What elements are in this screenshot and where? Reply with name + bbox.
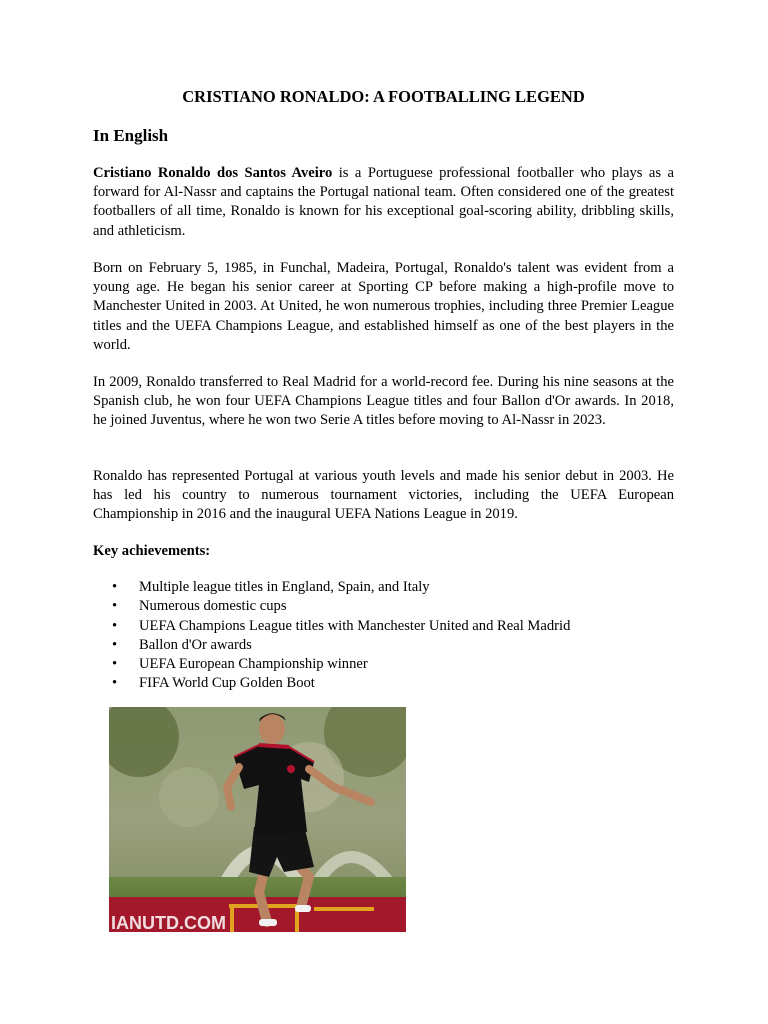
list-item: • Ballon d'Or awards <box>112 636 570 655</box>
list-item: • FIFA World Cup Golden Boot <box>112 674 570 693</box>
document-title: CRISTIANO RONALDO: A FOOTBALLING LEGEND <box>182 87 585 106</box>
paragraph-intro-bold-lead: Cristiano Ronaldo dos Santos Aveiro <box>93 165 333 181</box>
list-item: • Multiple league titles in England, Spain, and Italy <box>112 578 570 597</box>
paragraph-early-career: Born on February 5, 1985, in Funchal, Madeira, Portugal, Ronaldo's talent was evident from a young age. He began his senior career at Sporting CP before making a high-profile move to Manchester United in 2003. At United, he won numerous trophies, including three Premier League titles and the UEFA Champions League, and established himself as one of the best players in the world. <box>93 260 674 353</box>
paragraph-portugal: Ronaldo has represented Portugal at various youth levels and made his senior debut in 2003. He has led his country to numerous tournament victories, including the UEFA European Championship in 2016 and the inaugural UEFA Nations League in 2019. <box>93 468 674 523</box>
list-item: • UEFA European Championship winner <box>112 655 570 674</box>
paragraph-real-madrid: In 2009, Ronaldo transferred to Real Madrid for a world-record fee. During his nine seasons at the Spanish club, he won four UEFA Champions League titles and four Ballon d'Or awards. In 2018, he joined Juventus, where he won two Serie A titles before moving to Al-Nassr in 2023. <box>93 374 674 429</box>
list-item: • UEFA Champions League titles with Manchester United and Real Madrid <box>112 617 570 636</box>
paragraph-intro <box>93 164 674 241</box>
banner-text: IANUTD.COM <box>111 913 226 932</box>
list-item: • Numerous domestic cups <box>112 597 570 616</box>
player-photo <box>109 707 406 932</box>
section-heading: In English <box>93 126 169 145</box>
achievements-list <box>112 578 570 694</box>
key-achievements-heading: Key achievements: <box>93 543 211 559</box>
paragraph-intro-text: is a Portuguese professional footballer who plays as a forward for Al-Nassr and captains the Portugal national team. Often considered one of the greatest footballers of all time, Ronaldo is known for his exceptional goal-scoring ability, dribbling skills, and athleticism. <box>93 165 674 239</box>
